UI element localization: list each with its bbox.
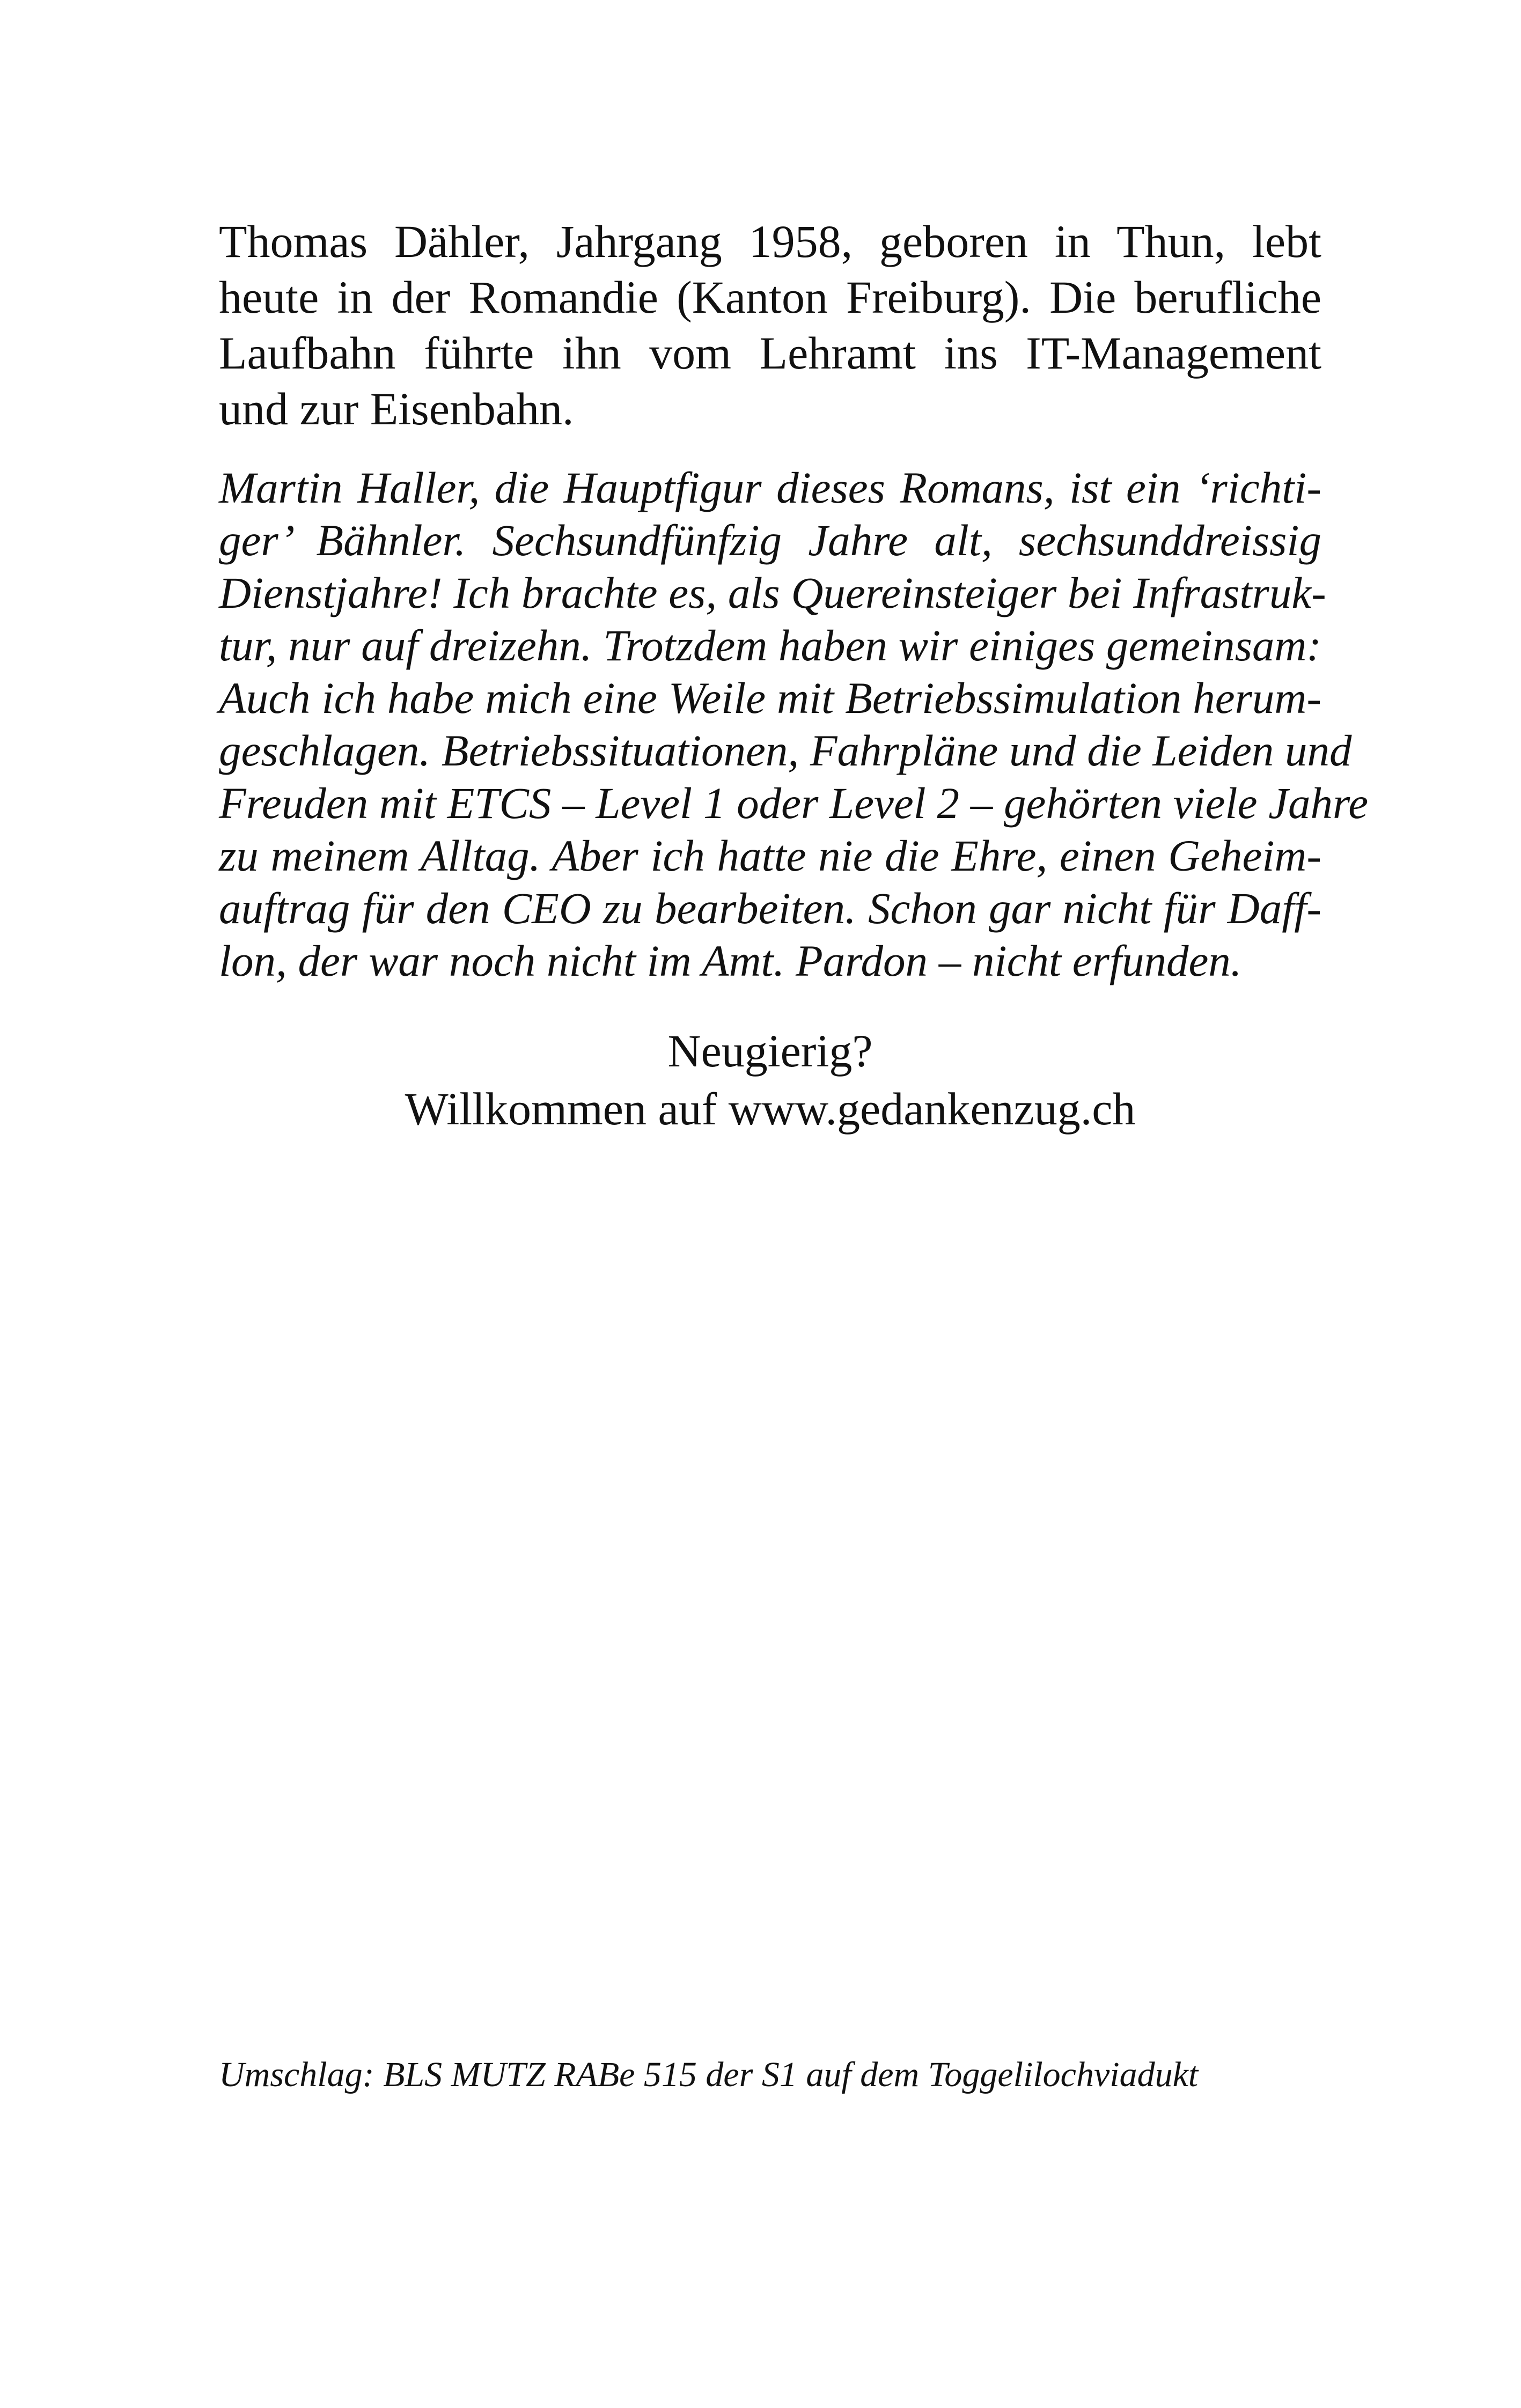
author-note-line: Martin Haller, die Hauptfigur dieses Romans, ist ein ‘richti-: [219, 463, 1321, 512]
author-bio-line: Thomas Dähler, Jahrgang 1958, geboren in Thun, lebt: [219, 216, 1321, 267]
author-note-line: tur, nur auf dreizehn. Trotzdem haben wir einiges gemeinsam:: [219, 621, 1321, 670]
cta-question: Neugierig?: [667, 1025, 873, 1077]
author-bio-paragraph: [219, 213, 1321, 437]
cover-credit: Umschlag: BLS MUTZ RABe 515 der S1 auf dem Toggelilochviadukt: [219, 2055, 1199, 2094]
cta-welcome-link-text: Willkommen auf www.gedankenzug.ch: [405, 1083, 1136, 1135]
author-bio-line: heute in der Romandie (Kanton Freiburg). Die berufliche: [219, 271, 1321, 323]
author-note-line: auftrag für den CEO zu bearbeiten. Schon gar nicht für Daff-: [219, 883, 1321, 933]
author-note-line: lon, der war noch nicht im Amt. Pardon – nicht erfunden.: [219, 936, 1242, 985]
author-note-line: Freuden mit ETCS – Level 1 oder Level 2 – gehörten viele Jahre: [219, 778, 1369, 828]
author-note-line: Dienstjahre! Ich brachte es, als Quereinsteiger bei Infrastruk-: [219, 568, 1326, 617]
author-bio-line: Laufbahn führte ihn vom Lehramt ins IT-Management: [219, 327, 1321, 379]
author-note-line: zu meinem Alltag. Aber ich hatte nie die Ehre, einen Geheim-: [219, 831, 1321, 880]
website-invitation: [219, 1022, 1321, 1138]
author-note-line: ger’ Bähnler. Sechsundfünfzig Jahre alt, sechsunddreissig: [219, 516, 1321, 565]
author-note-line: Auch ich habe mich eine Weile mit Betriebssimulation herum-: [219, 673, 1321, 723]
author-bio-line: und zur Eisenbahn.: [219, 383, 574, 435]
author-note-paragraph: [219, 461, 1369, 987]
author-note-line: geschlagen. Betriebssituationen, Fahrpläne und die Leiden und: [219, 726, 1352, 775]
